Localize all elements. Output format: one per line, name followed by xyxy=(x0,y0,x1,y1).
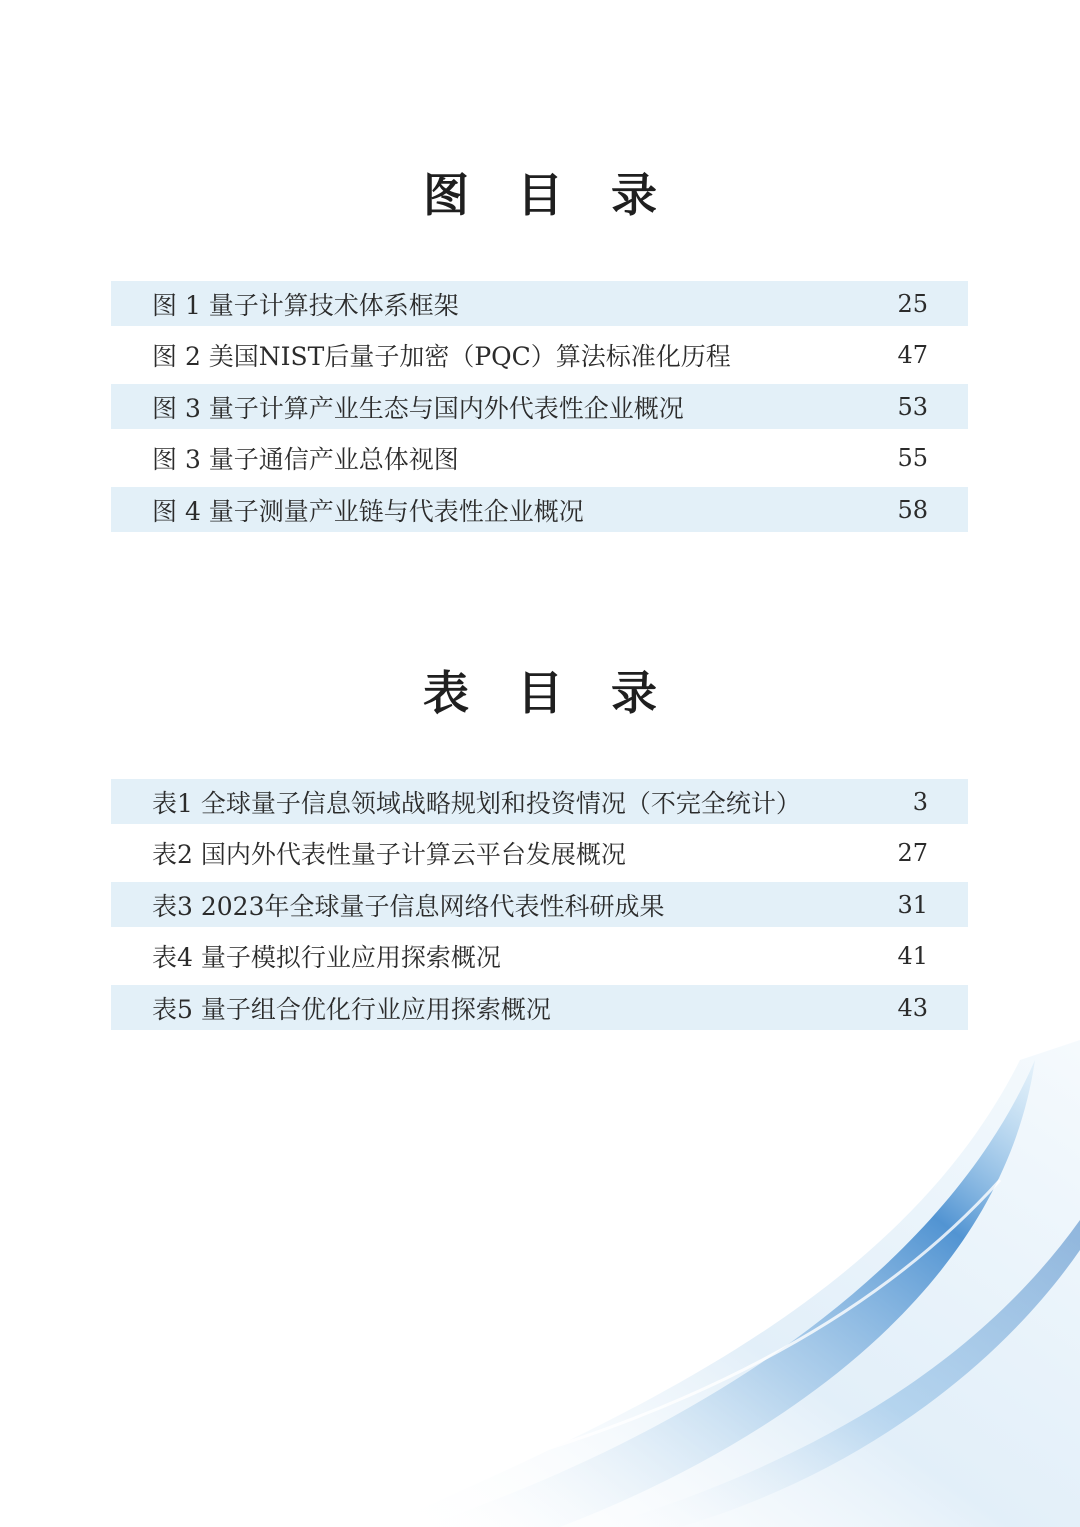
toc-row[interactable] xyxy=(111,831,968,876)
tables-toc-list xyxy=(111,779,968,1037)
toc-row[interactable] xyxy=(111,985,968,1030)
toc-page-number: 41 xyxy=(897,942,928,970)
toc-row[interactable] xyxy=(111,384,968,429)
figures-toc-title: 图 目 录 xyxy=(422,168,674,222)
toc-page-number: 27 xyxy=(897,839,928,867)
tables-toc-section xyxy=(0,658,1080,1024)
toc-entry-label: 表1 全球量子信息领域战略规划和投资情况（不完全统计） xyxy=(152,788,801,818)
toc-entry-label: 图 4 量子测量产业链与代表性企业概况 xyxy=(152,496,584,526)
toc-entry-label: 图 2 美国NIST后量子加密（PQC）算法标准化历程 xyxy=(152,342,731,371)
figures-toc-section xyxy=(0,160,1080,526)
toc-row[interactable] xyxy=(111,436,968,481)
toc-row[interactable] xyxy=(111,487,968,532)
toc-page-number: 43 xyxy=(897,993,928,1022)
toc-entry-label: 图 3 量子计算产业生态与国内外代表性企业概况 xyxy=(152,393,684,423)
toc-row[interactable] xyxy=(111,882,968,927)
toc-entry-label: 表2 国内外代表性量子计算云平台发展概况 xyxy=(152,840,626,869)
toc-page-number: 31 xyxy=(897,890,928,919)
toc-row[interactable] xyxy=(111,281,968,326)
toc-page-number: 25 xyxy=(897,289,928,318)
toc-entry-label: 图 3 量子通信产业总体视图 xyxy=(152,445,459,474)
figures-toc-list xyxy=(111,281,968,539)
toc-page-number: 3 xyxy=(912,787,928,816)
toc-entry-label: 表5 量子组合优化行业应用探索概况 xyxy=(152,994,551,1024)
toc-page-number: 58 xyxy=(897,495,928,524)
toc-page-number: 55 xyxy=(897,444,928,472)
toc-page-number: 47 xyxy=(897,341,928,369)
toc-entry-label: 图 1 量子计算技术体系框架 xyxy=(152,290,459,320)
tables-toc-title: 表 目 录 xyxy=(422,666,674,720)
toc-row[interactable] xyxy=(111,779,968,824)
toc-page-number: 53 xyxy=(897,392,928,421)
toc-row[interactable] xyxy=(111,333,968,378)
toc-entry-label: 表4 量子模拟行业应用探索概况 xyxy=(152,943,501,972)
toc-entry-label: 表3 2023年全球量子信息网络代表性科研成果 xyxy=(152,891,665,921)
toc-row[interactable] xyxy=(111,934,968,979)
